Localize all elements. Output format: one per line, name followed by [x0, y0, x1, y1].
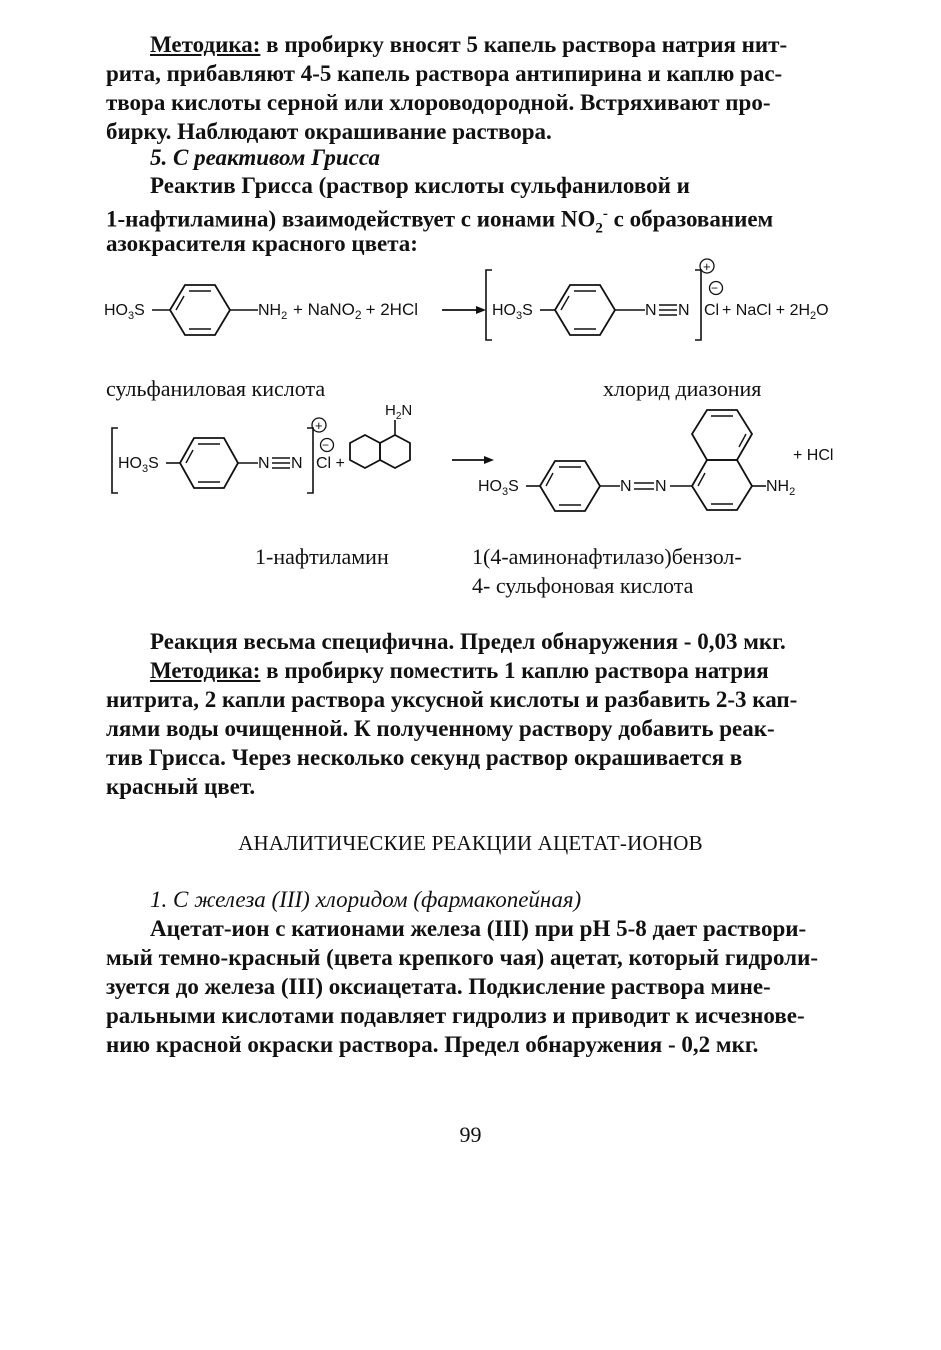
para5-line1: Ацетат-ион с катионами железа (III) при pH 5-8 дает раствори- [150, 916, 807, 941]
para2-line3: азокрасителя красного цвета: [106, 231, 418, 256]
svg-text:+ HCl: + HCl [793, 447, 834, 464]
svg-text:N: N [291, 455, 303, 472]
para5-line3: зуется до железа (III) оксиацетата. Подкисление раствора мине- [106, 974, 771, 999]
para2-line1: Реактив Грисса (раствор кислоты сульфаниловой и [150, 173, 690, 198]
reaction-2-diagram [0, 398, 941, 528]
svg-text:N: N [645, 302, 657, 319]
para2-line2-post: с образованием [607, 206, 774, 232]
method-label-2: Методика: [150, 658, 261, 683]
svg-text:N: N [678, 302, 690, 319]
label-sulfanilic-acid: сульфаниловая кислота [106, 376, 326, 401]
para4-line4: тив Грисса. Через несколько секунд раствор окрашивается в [106, 745, 743, 770]
svg-text:HO3S: $HO_3S$ [492, 302, 533, 322]
para4-line5: красный цвет. [106, 774, 256, 799]
para5-line2: мый темно-красный (цвета крепкого чая) ацетат, который гидроли- [106, 945, 818, 970]
page-number: 99 [459, 1122, 482, 1147]
svg-text:N: N [258, 455, 270, 472]
para4-line2: нитрита, 2 капли раствора уксусной кислоты и разбавить 2-3 кап- [106, 687, 798, 712]
svg-text:NH2: $NH_2$ [766, 478, 796, 498]
section-heading: АНАЛИТИЧЕСКИЕ РЕАКЦИИ АЦЕТАТ-ИОНОВ [238, 831, 703, 855]
svg-text:+ NaCl + 2H2O: + NaCl + $2H_2O$ [722, 302, 829, 322]
no2-subscript: 2 [595, 220, 603, 237]
para2-line2-pre: 1-нафтиламина) взаимодействует с ионами NO [106, 206, 596, 232]
svg-text:HO3S: $HO_3S$ [104, 302, 145, 322]
svg-text:H2N: $H_2N$ [385, 402, 413, 422]
para1-line2: рита, прибавляют 4-5 капель раствора антипирина и каплю рас- [106, 61, 783, 86]
reaction-1-diagram [0, 255, 941, 355]
subheading-iron-chloride: 1. С железа (III) хлоридом (фармакопейная) [150, 887, 582, 912]
method-label: Методика: [150, 32, 261, 57]
para5-line4: ральными кислотами подавляет гидролиз и приводит к исчезнове- [106, 1003, 805, 1028]
label-product-line1: 1(4-аминонафтилазо)бензол- [472, 544, 742, 569]
svg-text:N: N [655, 478, 667, 495]
para5-line5: нию красной окраски раствора. Предел обнаружения - 0,2 мкг. [106, 1032, 759, 1057]
svg-text:N: N [620, 478, 632, 495]
para3: Реакция весьма специфична. Предел обнаружения - 0,03 мкг. [150, 629, 786, 654]
para1-text-1: в пробирку вносят 5 капель раствора натрия нит- [266, 32, 788, 57]
svg-text:+: + [315, 418, 323, 433]
para1-line4: бирку. Наблюдают окрашивание раствора. [106, 119, 552, 144]
svg-text:HO3S: $HO_3S$ [478, 478, 519, 498]
para1-line1 [150, 30, 814, 59]
svg-text:Cl: Cl [704, 302, 720, 319]
svg-text:HO3S: $HO_3S$ [118, 455, 159, 475]
label-diazonium-chloride: хлорид диазония [603, 376, 762, 401]
svg-text:+: + [703, 259, 711, 274]
svg-text:Cl +: Cl + [316, 455, 345, 472]
svg-text:+ NaNO2+ 2HCl: + NaNO$_2$ + 2HCl [293, 300, 419, 322]
no2-superscript: - [602, 206, 608, 222]
para4-line3: лями воды очищенной. К полученному раствору добавить реак- [106, 716, 775, 741]
svg-text:−: − [322, 438, 330, 452]
label-product-line2: 4- сульфоновая кислота [472, 573, 694, 598]
subheading-griess: 5. С реактивом Грисса [150, 145, 380, 170]
svg-text:−: − [711, 281, 719, 295]
para4-text-1: в пробирку поместить 1 каплю раствора натрия [266, 658, 769, 683]
svg-text:NH2: $NH_2$ [258, 302, 288, 322]
para1-line3: твора кислоты серной или хлороводородной. Встряхивают про- [106, 90, 771, 115]
label-1-naphthylamine: 1-нафтиламин [255, 544, 389, 569]
para4-line1 [150, 656, 814, 685]
